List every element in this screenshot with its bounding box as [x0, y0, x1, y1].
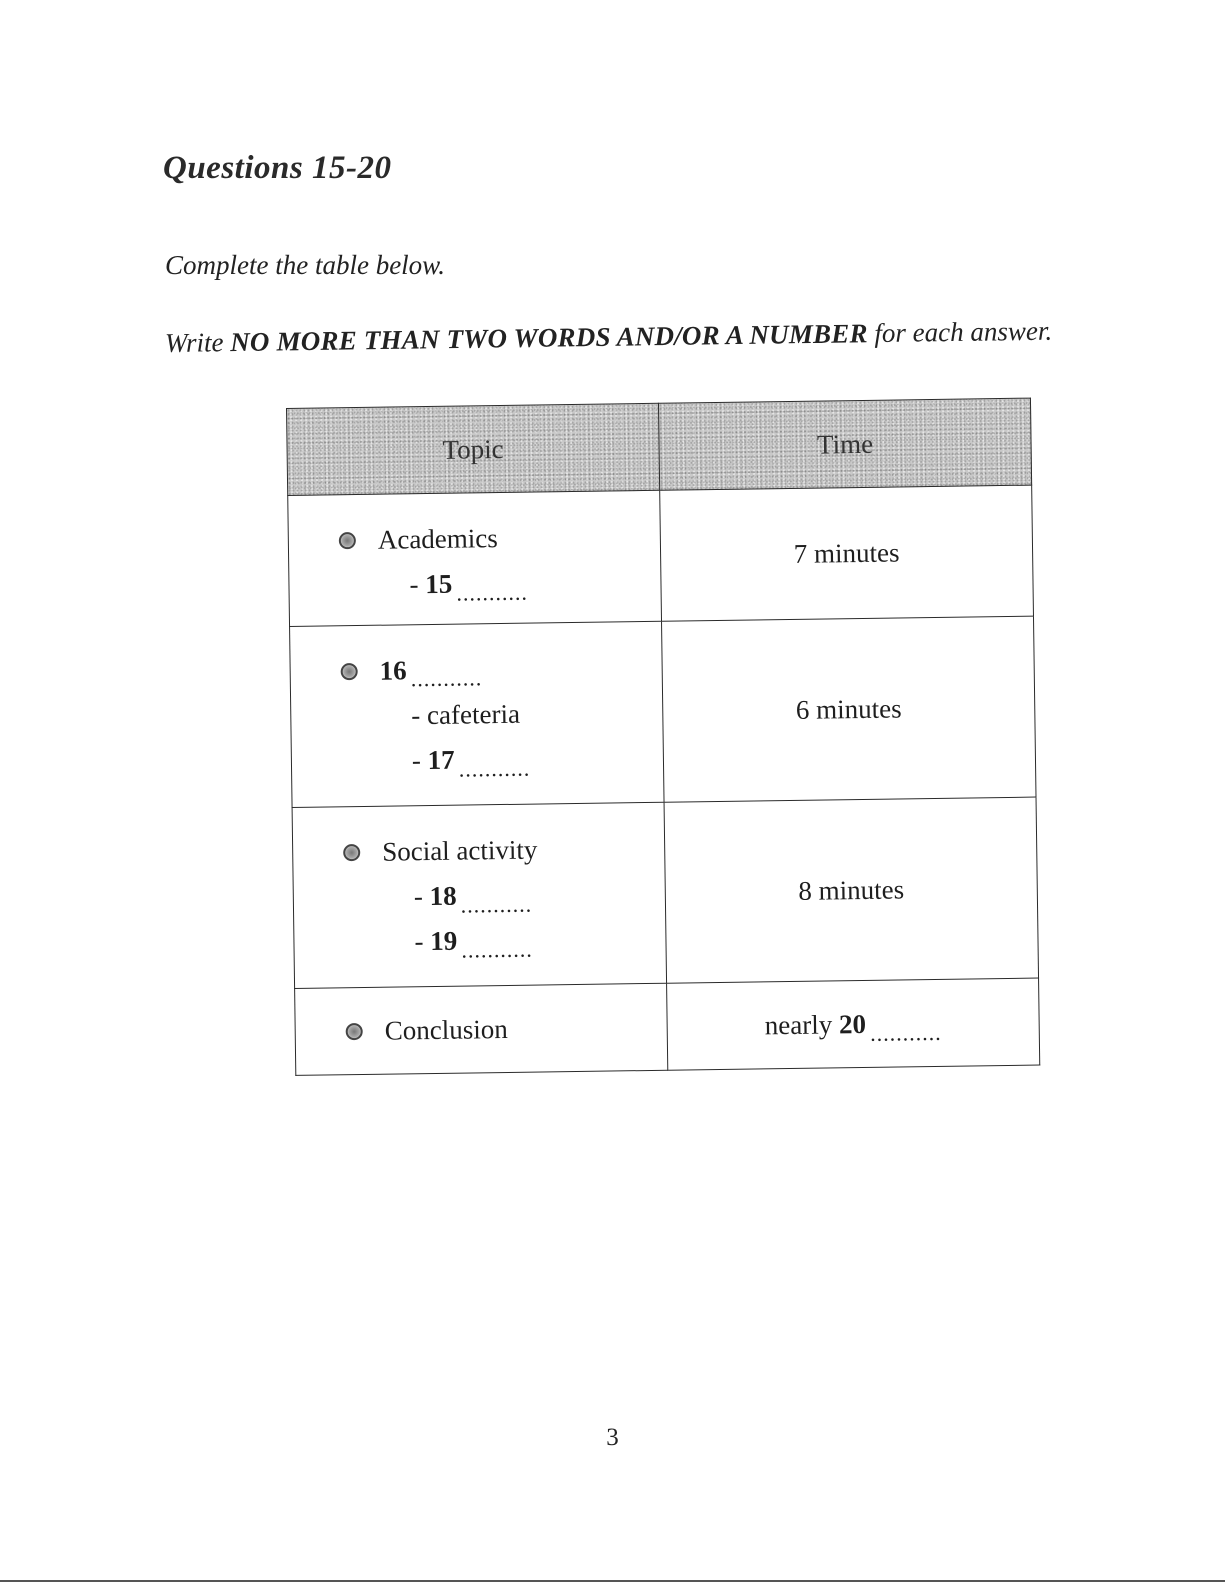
blank-dots: ...........	[869, 1019, 942, 1046]
time-cell: 8 minutes	[664, 797, 1038, 983]
blank-dots: ...........	[460, 891, 533, 918]
topic-main	[289, 521, 660, 557]
blank-dots: ...........	[410, 664, 483, 691]
topic-cell	[292, 802, 666, 988]
topic-main	[296, 1012, 667, 1048]
blank-dots: ...........	[456, 579, 529, 606]
question-number: 18	[429, 880, 457, 912]
answer-blank-15[interactable]	[289, 566, 660, 606]
instruction-complete-table: Complete the table below.	[165, 250, 445, 280]
table-row	[295, 978, 1040, 1075]
sub-label: cafeteria	[426, 698, 521, 731]
table-row	[290, 616, 1036, 807]
topic-cell	[288, 490, 662, 626]
topic-cell	[295, 983, 668, 1075]
page-number: 3	[606, 1424, 619, 1451]
question-number: 19	[429, 925, 458, 957]
answer-blank-19[interactable]	[294, 923, 665, 963]
time-cell: 6 minutes	[662, 616, 1036, 802]
topic-main	[293, 833, 664, 869]
instruction-word-limit-emphasis: NO MORE THAN TWO WORDS AND/OR A NUMBER	[230, 318, 868, 358]
question-number: 17	[427, 744, 455, 776]
table-row	[288, 485, 1034, 626]
table-row	[292, 797, 1038, 988]
question-number: 16	[379, 655, 407, 686]
header-time: Time	[658, 398, 1031, 490]
topic-label: Academics	[377, 523, 498, 555]
answer-blank-16[interactable]	[290, 652, 661, 691]
instruction-word-limit-suffix: for each answer.	[867, 315, 1053, 349]
question-table	[286, 398, 1039, 1076]
topic-cell	[290, 621, 664, 807]
sub-prefix: -	[414, 926, 431, 957]
question-number: 20	[838, 1008, 867, 1039]
section-heading: Questions 15-20	[163, 150, 392, 186]
blank-dots: ...........	[458, 755, 531, 782]
answer-blank-17[interactable]	[292, 742, 663, 782]
topic-label: Conclusion	[384, 1013, 508, 1046]
time-cell: 7 minutes	[660, 485, 1034, 621]
time-prefix: nearly	[764, 1008, 840, 1040]
sub-item-cafeteria	[291, 697, 662, 733]
bullet-icon	[341, 663, 358, 680]
bullet-icon	[343, 844, 360, 861]
topic-label: Social activity	[381, 834, 538, 867]
bullet-icon	[339, 532, 356, 549]
bottom-edge-line	[0, 1580, 1225, 1582]
bullet-icon	[346, 1023, 363, 1040]
blank-dots: ...........	[461, 936, 534, 963]
header-topic: Topic	[287, 403, 660, 495]
sub-prefix: -	[411, 700, 428, 731]
sub-prefix: -	[413, 881, 430, 912]
sub-prefix: -	[411, 745, 428, 776]
instruction-word-limit	[165, 316, 1053, 359]
answer-blank-20[interactable]	[667, 978, 1040, 1070]
question-number: 15	[425, 568, 453, 600]
answer-blank-18[interactable]	[294, 878, 665, 918]
instruction-word-limit-prefix: Write	[164, 327, 231, 358]
sub-prefix: -	[409, 569, 426, 600]
